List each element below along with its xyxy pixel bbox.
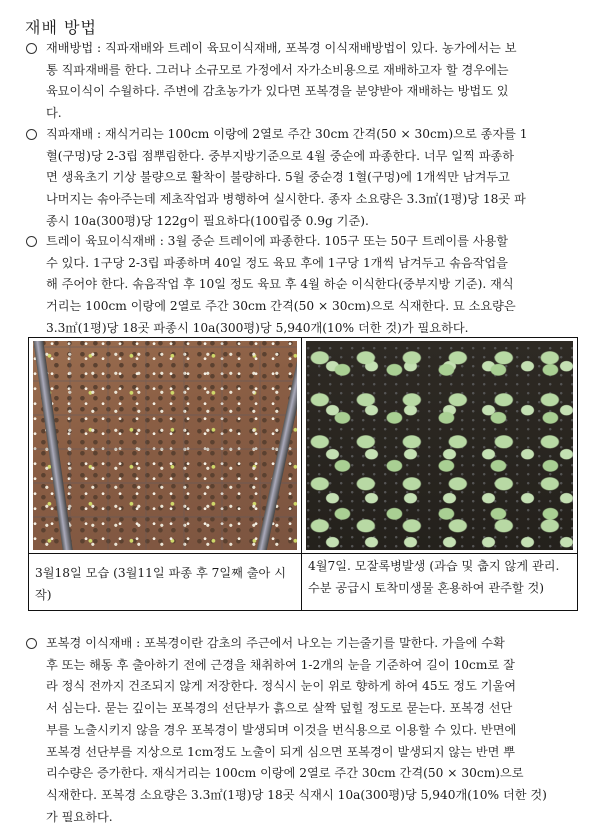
paragraph-line: 서 심는다. 묻는 깊이는 포복경의 선단부가 흙으로 살짝 덮힐 정도로 묻는다. 포복경 선단 — [46, 701, 513, 716]
paragraph-line: 식재한다. 포복경 소요량은 3.3㎡(1평)당 18곳 식재시 10a(300평)당 5,940개(10% 더한 것) — [46, 787, 547, 802]
paragraph-line: 거리는 100cm 이랑에 2열로 주간 30cm 간격(50 × 30cm)으로 식재한다. 묘 소요량은 — [46, 299, 516, 314]
paragraph-direct-seeding — [24, 124, 584, 233]
paragraph-line: 부를 노출시키지 않을 경우 포복경이 발생되며 이것을 번식용으로 이용할 수 있다. 반면에 — [46, 722, 517, 737]
paragraph-line: 나머지는 솎아주는데 제초작업과 병행하여 실시한다. 종자 소요량은 3.3㎡(1평)당 18곳 파 — [46, 192, 526, 207]
paragraph-line: 다. — [46, 106, 62, 121]
caption-right: 4월7일. 모잘록병발생 (과습 및 춥지 않게 관리. 수분 공급시 토착미생물 혼용하여 관주할 것) — [302, 553, 577, 610]
section-title: 재배 방법 — [25, 18, 97, 37]
paragraph-line: 포복경 이식재배 : 포복경이란 감초의 주근에서 나오는 기는줄기를 말한다. 가을에 수확 — [24, 633, 584, 655]
paragraph-line: 해 주어야 한다. 솎음작업 후 10일 정도 육묘 후 4월 하순 이식한다(중부지방 기준). 재식 — [46, 277, 514, 292]
paragraph-stolon-transplant — [24, 633, 584, 828]
circle-bullet-icon — [26, 236, 37, 247]
seedlings-leaves-photo — [306, 341, 573, 550]
paragraph-line: 직파재배 : 재식거리는 100cm 이랑에 2열로 주간 30cm 간격(50 × 30cm)으로 종자를 1 — [24, 124, 584, 146]
paragraph-line: 재배방법 : 직파재배와 트레이 육묘이식재배, 포복경 이식재배방법이 있다. 농가에서는 보 — [24, 38, 584, 60]
paragraph-line: 육묘이식이 수월하다. 주변에 감초농가가 있다면 포복경을 분양받아 재배하는 방법도 있 — [46, 84, 509, 99]
paragraph-line: 포복경 선단부를 지상으로 1cm정도 노출이 되게 심으면 포복경이 발생되지 않는 반면 뿌 — [46, 744, 516, 759]
figure-cell-right — [302, 338, 577, 553]
circle-bullet-icon — [26, 43, 37, 54]
paragraph-line: 라 정식 전까지 건조되지 않게 저장한다. 정식시 눈이 위로 향하게 하여 45도 정도 기울여 — [46, 679, 517, 694]
paragraph-cultivation-methods — [24, 38, 584, 125]
figure-table — [28, 337, 578, 611]
paragraph-line: 종시 10a(300평)당 122g이 필요하다(100립중 0.9g 기준). — [46, 213, 369, 228]
paragraph-line: 후 또는 해동 후 출아하기 전에 근경을 채취하여 1-2개의 눈을 기준하여 길이 10cm로 잘 — [46, 657, 515, 672]
paragraph-line: 통 직파재배를 한다. 그러나 소규모로 가정에서 자가소비용으로 재배하고자 할 경우에는 — [46, 62, 509, 77]
circle-bullet-icon — [26, 638, 37, 649]
paragraph-line: 3.3㎡(1평)당 18곳 파종시 10a(300평)당 5,940개(10% 더한 것)가 필요하다. — [46, 320, 469, 335]
paragraph-tray-transplant — [24, 231, 584, 340]
paragraph-line: 리수량은 증가한다. 재식거리는 100cm 이랑에 2열로 주간 30cm 간격(50 × 30cm)으로 — [46, 766, 524, 781]
caption-left: 3월18일 모습 (3월11일 파종 후 7일째 출아 시작) — [29, 553, 302, 610]
paragraph-line: 가 필요하다. — [46, 809, 113, 824]
circle-bullet-icon — [26, 129, 37, 140]
paragraph-line: 면 생육초기 기상 불량으로 활착이 불량하다. 5월 중순경 1혈(구멍)에 1개씩만 남겨두고 — [46, 170, 510, 185]
paragraph-line: 혈(구멍)당 2-3립 점뿌림한다. 중부지방기준으로 4월 중순에 파종한다. 너무 일찍 파종하 — [46, 148, 515, 163]
seedling-tray-photo — [33, 341, 297, 550]
paragraph-line: 트레이 육묘이식재배 : 3월 중순 트레이에 파종한다. 105구 또는 50구 트레이를 사용할 — [24, 231, 584, 253]
figure-cell-left — [29, 338, 302, 553]
paragraph-line: 수 있다. 1구당 2-3립 파종하며 40일 정도 육묘 후에 1구당 1개씩 남겨두고 솎음작업을 — [46, 255, 508, 270]
